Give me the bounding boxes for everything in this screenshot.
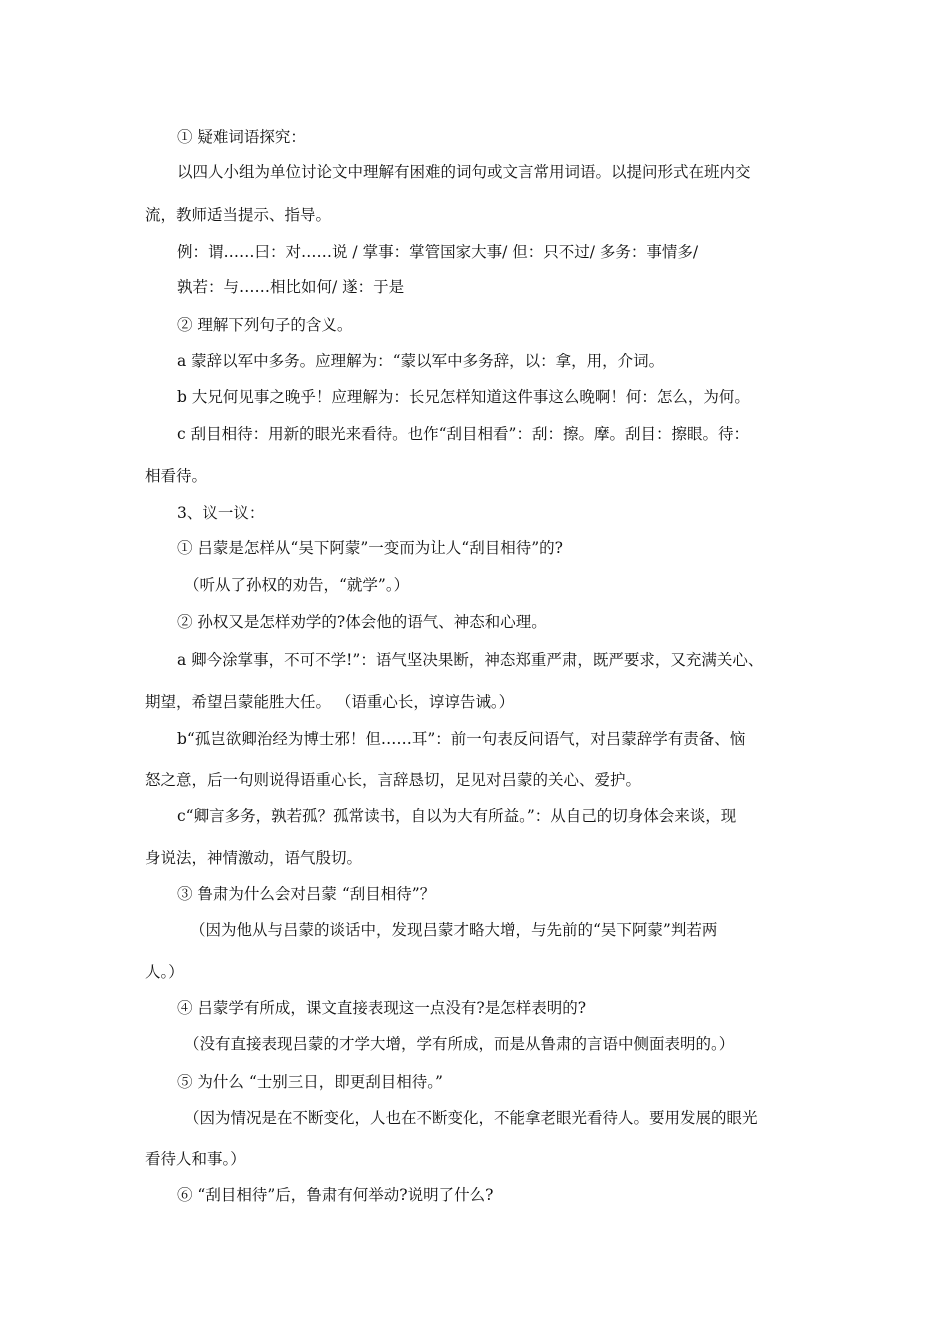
item-sentence-b: b 大兄何见事之晚乎！应理解为：长兄怎样知道这件事这么晚啊！何：怎么，为何。 — [177, 388, 750, 406]
paragraph-example-words-line2: 孰若：与……相比如何/ 遂：于是 — [177, 278, 405, 296]
answer-2a-line1: a 卿今涂掌事，不可不学!”：语气坚决果断，神态郑重严肃，既严要求，又充满关心、 — [177, 651, 764, 669]
answer-2b-line1: b“孤岂欲卿治经为博士邪！但……耳”：前一句表反问语气，对吕蒙辞学有责备、恼 — [177, 730, 746, 748]
answer-5-line1: （因为情况是在不断变化，人也在不断变化，不能拿老眼光看待人。要用发展的眼光 — [184, 1109, 758, 1127]
question-2: ② 孙权又是怎样劝学的?体会他的语气、神态和心理。 — [177, 613, 547, 631]
answer-3-line1: （因为他从与吕蒙的谈话中，发现吕蒙才略大增，与先前的“吴下阿蒙”判若两 — [190, 921, 718, 939]
item-sentence-a: a 蒙辞以军中多务。应理解为：“蒙以军中多务辞，以：拿，用，介词。 — [177, 352, 665, 370]
heading-difficult-words: ① 疑难词语探究： — [177, 128, 306, 146]
question-3: ③ 鲁肃为什么会对吕蒙 “刮目相待”？ — [177, 885, 436, 903]
answer-1: （听从了孙权的劝告，“就学”。） — [184, 576, 410, 594]
item-sentence-c-line2: 相看待。 — [145, 467, 208, 485]
question-6: ⑥ “刮目相待”后，鲁肃有何举动?说明了什么? — [177, 1186, 494, 1204]
item-sentence-c-line1: c 刮目相待：用新的眼光来看待。也作“刮目相看”：刮：擦。摩。刮目：擦眼。待： — [177, 425, 749, 443]
paragraph-group-discussion-line1: 以四人小组为单位讨论文中理解有困难的词句或文言常用词语。以提问形式在班内交 — [177, 163, 751, 181]
answer-2c-line1: c“卿言多务，孰若孤？孤常读书，自以为大有所益。”：从自己的切身体会来谈，现 — [177, 807, 737, 825]
answer-5-line2: 看待人和事。） — [145, 1150, 246, 1168]
heading-sentence-meaning: ② 理解下列句子的含义。 — [177, 316, 353, 334]
answer-3-line2: 人。） — [145, 963, 184, 981]
question-1: ① 吕蒙是怎样从“吴下阿蒙”一变而为让人“刮目相待”的? — [177, 539, 563, 557]
answer-2c-line2: 身说法，神情激动，语气殷切。 — [145, 849, 363, 867]
paragraph-group-discussion-line2: 流，教师适当提示、指导。 — [145, 206, 332, 224]
question-4: ④ 吕蒙学有所成，课文直接表现这一点没有?是怎样表明的? — [177, 999, 587, 1017]
answer-2b-line2: 怒之意，后一句则说得语重心长，言辞恳切，足见对吕蒙的关心、爱护。 — [145, 771, 642, 789]
answer-2a-line2: 期望，希望吕蒙能胜大任。 （语重心长，谆谆告诫。） — [145, 693, 515, 711]
question-5: ⑤ 为什么 “士别三日，即更刮目相待。” — [177, 1073, 443, 1091]
answer-4: （没有直接表现吕蒙的才学大增，学有所成，而是从鲁肃的言语中侧面表明的。） — [184, 1035, 735, 1053]
heading-discussion: 3、议一议： — [177, 504, 265, 522]
paragraph-example-words-line1: 例：谓……曰：对……说 / 掌事：掌管国家大事/ 但：只不过/ 多务：事情多/ — [177, 243, 699, 261]
